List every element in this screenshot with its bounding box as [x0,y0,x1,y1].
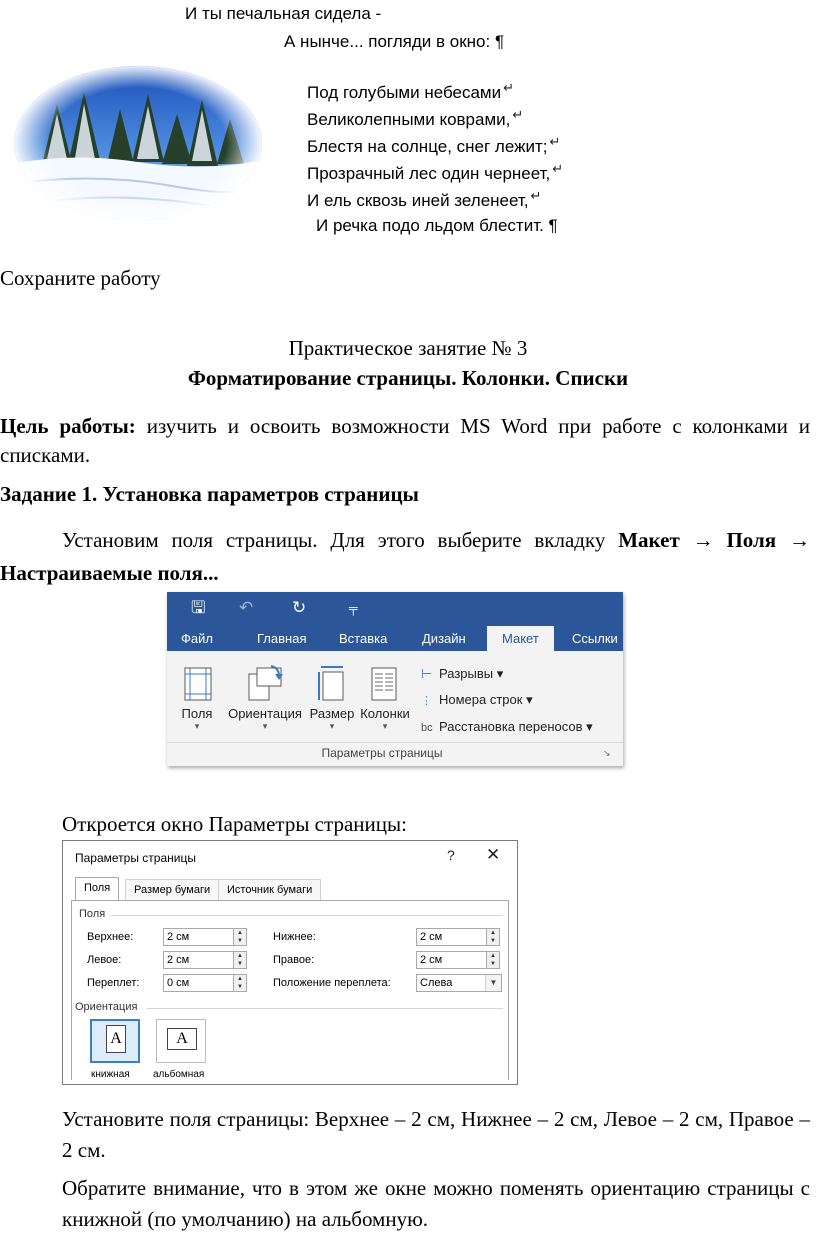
tab-home[interactable]: Главная [257,631,307,646]
group-divider [167,742,623,743]
winter-forest-picture [12,64,264,222]
gutter-position-label: Положение переплета: [273,977,391,989]
stanza-text: Великолепными коврами, [307,110,511,129]
intro-path: Макет → Поля → Настраиваемые поля... [0,528,810,585]
orientation-label: Ориентация [228,706,302,721]
set-margins-text: Установите поля страницы: Верхнее – 2 см, Нижнее – 2 см, Левое – 2 см, Правое – 2 см. [62,1107,810,1162]
columns-label: Колонки [360,706,410,721]
orientation-icon [245,664,285,707]
ribbon-tabs [167,626,623,651]
undo-icon[interactable]: ↶ [239,598,254,617]
left-margin-stepper[interactable]: ▲ ▼ [233,951,247,969]
left-margin-input[interactable]: 2 см [163,951,235,969]
poem-line-2: А нынче... погляди в окно: ¶ [284,32,505,51]
stanza-text: Прозрачный лес один чернеет, [307,164,551,183]
opens-window-text: Откроется окно Параметры страницы: [62,812,407,836]
tab-paper-size[interactable]: Размер бумаги [125,879,219,901]
chevron-down-icon: ▾ [262,721,268,731]
close-icon[interactable]: ✕ [486,845,501,864]
right-margin-stepper[interactable]: ▲ ▼ [486,951,500,969]
orientation-note-text: Обратите внимание, что в этом же окне можно поменять ориентацию страницы с книжной (по умолчанию) на альбомную. [62,1176,810,1231]
group-separator [111,915,503,916]
return-mark: ↵ [552,161,564,176]
group-separator [147,1008,503,1009]
group-label: Параметры страницы [321,746,443,760]
columns-button[interactable] [357,706,413,732]
tab-layout[interactable]: Макет [487,626,554,651]
poem-stanza-line-4 [307,161,563,184]
landscape-option[interactable] [156,1019,206,1063]
tab-file[interactable]: Файл [181,631,213,646]
gutter-stepper[interactable]: ▲ ▼ [233,974,247,992]
return-mark: ↵ [530,188,542,203]
lesson-goal [0,412,810,470]
quick-access-toolbar [167,592,623,626]
stanza-text: Блестя на солнце, снег лежит; [307,137,548,156]
portrait-page-icon [106,1025,126,1053]
portrait-glyph: A [110,1030,122,1047]
right-margin-input[interactable]: 2 см [416,951,488,969]
save-icon[interactable]: 🖫 [191,598,206,617]
help-icon[interactable]: ? [447,847,455,863]
stanza-text: И ель сквозь иней зеленеет, [307,191,529,210]
tab-insert[interactable]: Вставка [339,631,388,646]
dialog-launcher-icon[interactable]: ↘ [603,748,611,758]
goal-label: Цель работы: [0,414,136,438]
lesson-subtitle: Практическое занятие № 3 [288,336,528,360]
chevron-down-icon: ▾ [194,721,200,731]
lesson-title: Форматирование страницы. Колонки. Списки [187,366,629,390]
bottom-margin-input[interactable]: 2 см [416,928,488,946]
return-mark: ↵ [512,107,524,122]
chevron-down-icon[interactable]: ▼ [485,975,501,991]
page-setup-dialog [62,840,518,1085]
hyphenation-label: Расстановка переносов ▾ [439,719,593,734]
orientation-group-label: Ориентация [75,1001,138,1013]
portrait-option[interactable] [90,1019,140,1063]
poem-stanza-line-5 [307,188,541,211]
columns-icon [370,666,398,707]
customize-toolbar-icon[interactable]: ╤ [349,601,358,615]
hyphenation-icon: bc [421,722,433,734]
margins-icon [183,666,213,707]
save-instruction: Сохраните работу [0,266,161,290]
line-numbers-icon: ⋮ [421,695,432,707]
tab-margins[interactable]: Поля [75,877,119,901]
dialog-title: Параметры страницы [75,851,196,865]
tab-references[interactable]: Ссылки [572,631,618,646]
poem-stanza-line-2 [307,107,523,130]
breaks-button[interactable] [421,666,503,682]
tab-paper-source[interactable]: Источник бумаги [218,879,321,901]
top-margin-input[interactable]: 2 см [163,928,235,946]
gutter-position-select[interactable] [416,974,502,992]
gutter-input[interactable]: 0 см [163,974,235,992]
landscape-label: альбомная [153,1069,205,1080]
return-mark: ↵ [549,134,561,149]
top-margin-stepper[interactable]: ▲ ▼ [233,928,247,946]
breaks-icon: ⊢ [421,666,433,681]
hyphenation-button[interactable] [421,719,593,735]
poem-line-1: И ты печальная сидела - [185,4,382,23]
margins-label: Поля [181,706,213,721]
line-numbers-button[interactable] [421,692,533,708]
breaks-label: Разрывы ▾ [439,666,504,681]
margins-button[interactable] [177,706,217,732]
bottom-margin-label: Нижнее: [273,931,316,943]
poem-stanza-line-1 [307,80,514,103]
task1-heading: Задание 1. Установка параметров страницы [0,482,419,506]
chevron-down-icon: ▾ [382,721,388,731]
task1-intro [0,524,810,590]
chevron-down-icon: ▾ [329,721,335,731]
margins-group-label: Поля [79,908,106,920]
bottom-margin-stepper[interactable]: ▲ ▼ [486,928,500,946]
left-margin-label: Левое: [87,954,122,966]
landscape-glyph: A [176,1030,188,1047]
line-numbers-label: Номера строк ▾ [439,692,533,707]
size-label: Размер [309,706,355,721]
gutter-label: Переплет: [87,977,140,989]
intro-text: Установим поля страницы. Для этого выберите вкладку [62,528,606,552]
top-margin-label: Верхнее: [87,931,134,943]
return-mark: ↵ [503,80,515,95]
landscape-page-icon [167,1028,197,1050]
gutter-position-value: Слева [420,977,453,989]
poem-stanza-line-3 [307,134,560,157]
size-button[interactable] [307,706,357,732]
word-ribbon [167,592,623,766]
tab-design[interactable]: Дизайн [422,631,466,646]
stanza-text: Под голубыми небесами [307,83,502,102]
size-icon [317,664,347,707]
right-margin-label: Правое: [273,954,315,966]
goal-text: изучить и освоить возможности MS Word при работе с колонками и списками. [0,414,811,467]
poem-last-line: И речка подо льдом блестит. ¶ [316,216,558,235]
orientation-button[interactable] [223,706,307,732]
portrait-label: книжная [91,1069,130,1080]
redo-icon[interactable]: ↻ [292,598,307,617]
